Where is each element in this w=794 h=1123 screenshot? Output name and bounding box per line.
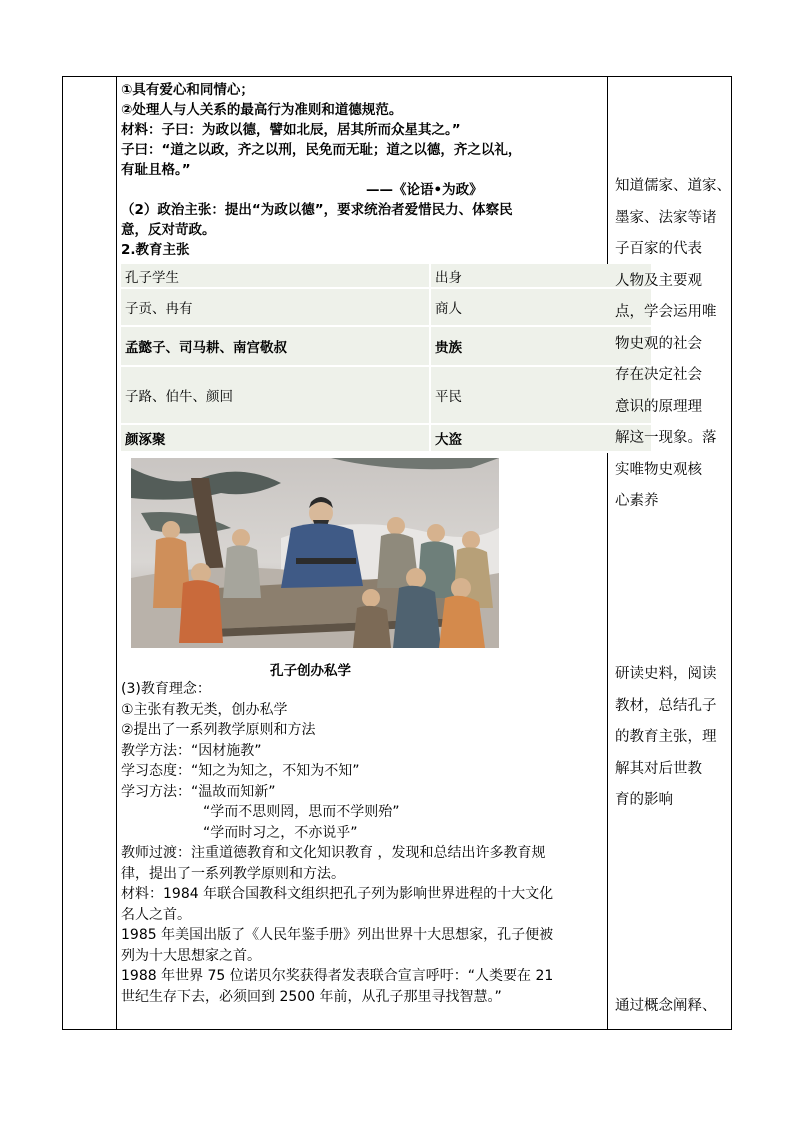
teacher-transition-1: 教师过渡：注重道德教育和文化知识教育 ，发现和总结出许多教育规 [121,845,546,861]
learning-quote-1: “学而不思则罔，思而不学则殆” [203,804,400,820]
objective-line: 点，学会运用唯 [615,304,717,320]
objective-line: 墨家、法家等诸 [615,209,717,226]
objective-line: 子百家的代表 [615,241,702,257]
objective-line: 人物及主要观 [615,272,702,289]
objective-line: 意识的原理理 [615,398,702,415]
education-heading: 2.教育主张 [121,242,190,258]
objective-line: 通过概念阐释、 [615,998,717,1014]
column-divider-right [607,76,608,1030]
learning-method: 学习方法：“温故而知新” [121,783,276,800]
content-top [121,80,607,260]
objective-text-1 [615,171,731,518]
column-divider-left [116,76,117,1030]
row-origin: 贵族 [430,326,651,366]
objective-line: 育的影响 [615,792,673,808]
teacher-transition-2: 律，提出了一系列教学原则和方法。 [121,865,345,882]
table-row [121,326,651,366]
quote-source: ——《论语•为政》 [366,182,483,198]
moral-point-1: ①具有爱心和同情心； [121,82,254,98]
edu-point-2: ②提出了一系列教学原则和方法 [121,722,316,738]
material-line-2: 名人之首。 [121,906,191,923]
objective-line: 实唯物史观核 [615,461,702,478]
objective-line: 教材，总结孔子 [615,697,717,714]
objective-line: 物史观的社会 [615,335,702,352]
table-row [121,288,651,326]
row-origin: 平民 [430,366,651,424]
material-line-6: 世纪生存下去，必须回到 2500 年前，从孔子那里寻找智慧。” [121,988,502,1005]
political-view-2: 意，反对苛政。 [121,222,216,238]
objective-line: 存在决定社会 [615,367,702,383]
table-header-row [121,264,651,288]
row-student: 子贡、冉有 [121,288,430,326]
objective-line: 研读史料，阅读 [615,666,717,682]
objective-line: 解其对后世教 [615,760,702,777]
material-quote-2a: 子曰：“道之以政，齐之以刑，民免而无耻；道之以德，齐之以礼， [121,142,522,158]
edu-heading: (3)教育理念： [121,681,211,697]
table-row [121,366,651,424]
material-quote-2b: 有耻且格。” [121,162,191,178]
table-row [121,424,651,452]
image-caption: 孔子创办私学 [270,663,351,679]
header-origin: 出身 [430,264,651,288]
edu-point-1: ①主张有教无类，创办私学 [121,701,288,718]
students-table [121,264,651,453]
objective-text-2 [615,659,717,817]
material-quote-1: 材料：子曰：为政以德，譬如北辰，居其所而众星其之。” [121,122,461,138]
material-line-4: 列为十大思想家之首。 [121,947,261,964]
objective-line: 解这一现象。落 [615,430,717,446]
row-origin: 商人 [430,288,651,326]
objective-line: 知道儒家、道家、 [615,178,731,194]
material-line-3: 1985 年美国出版了《人民年鉴手册》列出世界十大思想家，孔子便被 [121,927,554,943]
confucius-teaching-painting [131,458,499,648]
row-student: 子路、伯牛、颜回 [121,366,430,424]
objective-text-3 [615,991,717,1023]
political-view-1: （2）政治主张：提出“为政以德”，要求统治者爱惜民力、体察民 [121,202,513,218]
objective-line: 的教育主张，理 [615,729,717,745]
material-line-1: 材料：1984 年联合国教科文组织把孔子列为影响世界进程的十大文化 [121,886,554,902]
header-student: 孔子学生 [121,264,430,288]
row-student: 孟懿子、司马耕、南宫敬叔 [121,326,430,366]
row-student: 颜涿聚 [121,424,430,452]
education-section [121,679,607,1007]
teaching-method: 教学方法：“因材施教” [121,742,262,759]
objective-line: 心素养 [615,493,659,509]
learning-quote-2: “学而时习之，不亦说乎” [203,824,358,841]
learning-attitude: 学习态度：“知之为知之，不知为不知” [121,763,360,779]
material-line-5: 1988 年世界 75 位诺贝尔奖获得者发表联合宣言呼吁：“人类要在 21 [121,968,554,984]
moral-point-2: ②处理人与人关系的最高行为准则和道德规范。 [121,102,403,118]
row-origin: 大盗 [430,424,651,452]
